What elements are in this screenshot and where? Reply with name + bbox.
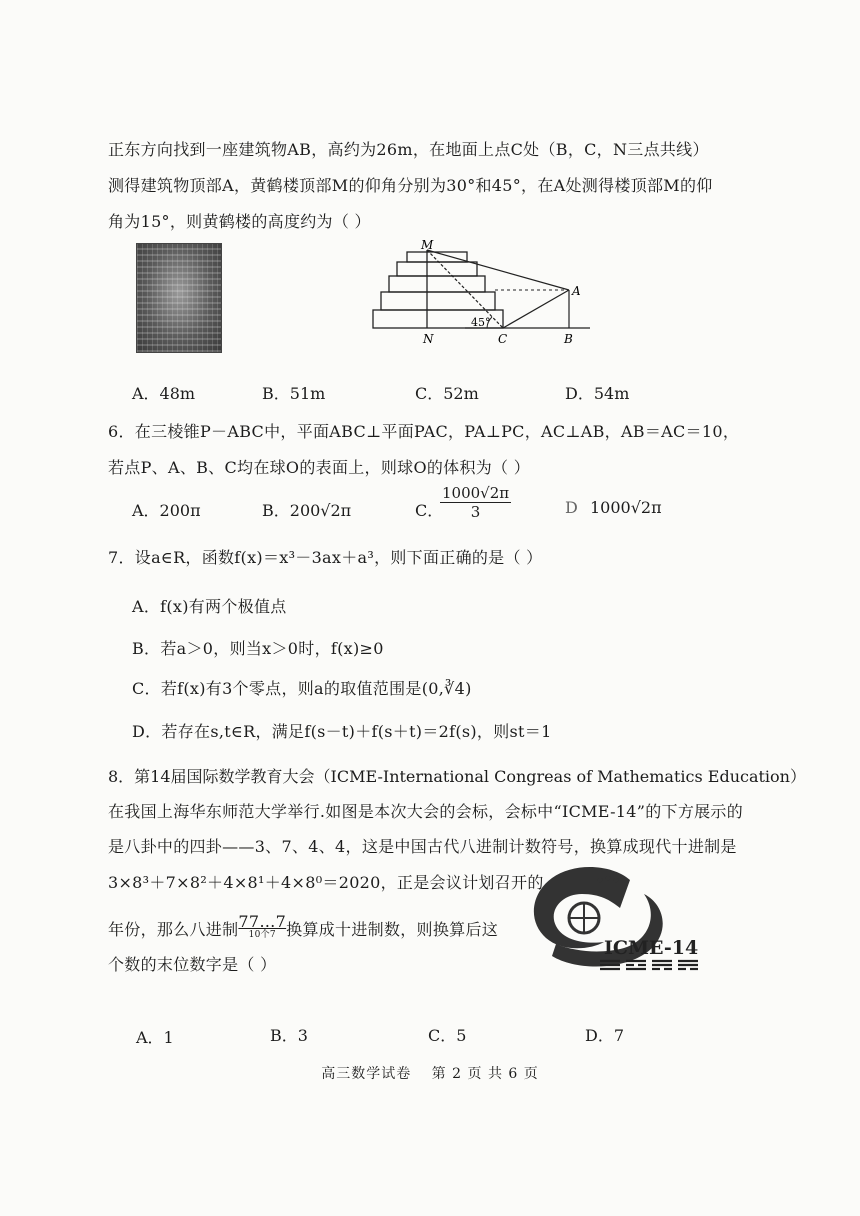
p7-option-c: C．若f(x)有3个零点，则a的取值范围是(0,∛4) [132, 679, 472, 698]
problem6-line1: 6．在三棱锥P－ABC中，平面ABC⊥平面PAC，PA⊥PC，AC⊥AB，AB＝AC＝10， [108, 422, 740, 441]
p5-option-b: B．51m [262, 384, 326, 403]
icme-logo [512, 858, 708, 978]
p6-option-d-value: 1000√2π [590, 498, 662, 517]
problem8-line1: 8．第14届国际数学教育大会（ICME-International Congreas of Mathematics Education） [108, 767, 806, 786]
fraction-numerator: 1000√2π [442, 484, 510, 502]
label-M: M [421, 238, 434, 252]
p6-option-c-fraction [440, 484, 511, 521]
p8-option-a: A．1 [136, 1028, 174, 1047]
p6-option-c-label: C． [415, 501, 444, 520]
line-CA [503, 290, 569, 328]
problem5-line1: 正东方向找到一座建筑物AB，高约为26m，在地面上点C处（B，C，N三点共线） [108, 140, 709, 159]
p7-option-b: B．若a＞0，则当x＞0时，f(x)≥0 [132, 639, 384, 658]
octal-number [238, 912, 286, 940]
label-C: C [498, 332, 508, 346]
problem6-line2: 若点P、A、B、C均在球O的表面上，则球O的体积为（ ） [108, 458, 531, 477]
label-B: B [564, 332, 573, 346]
logo-text: ICME-14 [604, 937, 699, 959]
p6-option-d-label: D [565, 498, 578, 517]
problem8-line6: 个数的末位数字是（ ） [108, 955, 277, 974]
p5-option-c: C．52m [415, 384, 479, 403]
octal-digits: 77…7 [238, 912, 287, 931]
p8-option-c: C．5 [428, 1026, 467, 1045]
problem8-line2: 在我国上海华东师范大学举行.如图是本次大会的会标，会标中“ICME-14”的下方展示的 [108, 802, 744, 821]
problem8-line3: 是八卦中的四卦——3、7、4、4，这是中国古代八进制计数符号，换算成现代十进制是 [108, 837, 737, 856]
line5-suffix: 换算成十进制数，则换算后这 [286, 920, 499, 939]
octal-count: 10个7 [248, 930, 276, 940]
p7-option-a: A．f(x)有两个极值点 [132, 597, 287, 616]
yellow-crane-tower-photo [136, 243, 222, 353]
p6-option-b: B．200√2π [262, 501, 352, 520]
problem8-line4: 3×8³＋7×8²＋4×8¹＋4×8⁰＝2020，正是会议计划召开的 [108, 873, 544, 892]
line5-prefix: 年份，那么八进制 [108, 920, 239, 939]
problem5-line2: 测得建筑物顶部A，黄鹤楼顶部M的仰角分别为30°和45°，在A处测得楼顶部M的仰 [108, 176, 713, 195]
p7-option-d: D．若存在s,t∈R，满足f(s－t)＋f(s＋t)＝2f(s)，则st＝1 [132, 722, 552, 741]
problem5-figure [365, 236, 595, 354]
problem8-line5 [108, 912, 498, 940]
label-angle: 45° [471, 316, 491, 329]
p8-option-b: B．3 [270, 1026, 308, 1045]
page-footer: 高三数学试卷 第 2 页 共 6 页 [321, 1066, 539, 1082]
label-A: A [572, 284, 581, 298]
problem7-stem: 7．设a∈R，函数f(x)＝x³－3ax＋a³，则下面正确的是（ ） [108, 548, 543, 567]
fraction-denominator: 3 [470, 503, 481, 521]
line-MA [427, 250, 569, 290]
problem5-line3: 角为15°，则黄鹤楼的高度约为（ ） [108, 212, 371, 231]
label-N: N [423, 332, 434, 346]
p5-option-d: D．54m [565, 384, 630, 403]
p5-option-a: A．48m [132, 384, 196, 403]
p6-option-a: A．200π [132, 501, 201, 520]
p8-option-d: D．7 [585, 1026, 625, 1045]
